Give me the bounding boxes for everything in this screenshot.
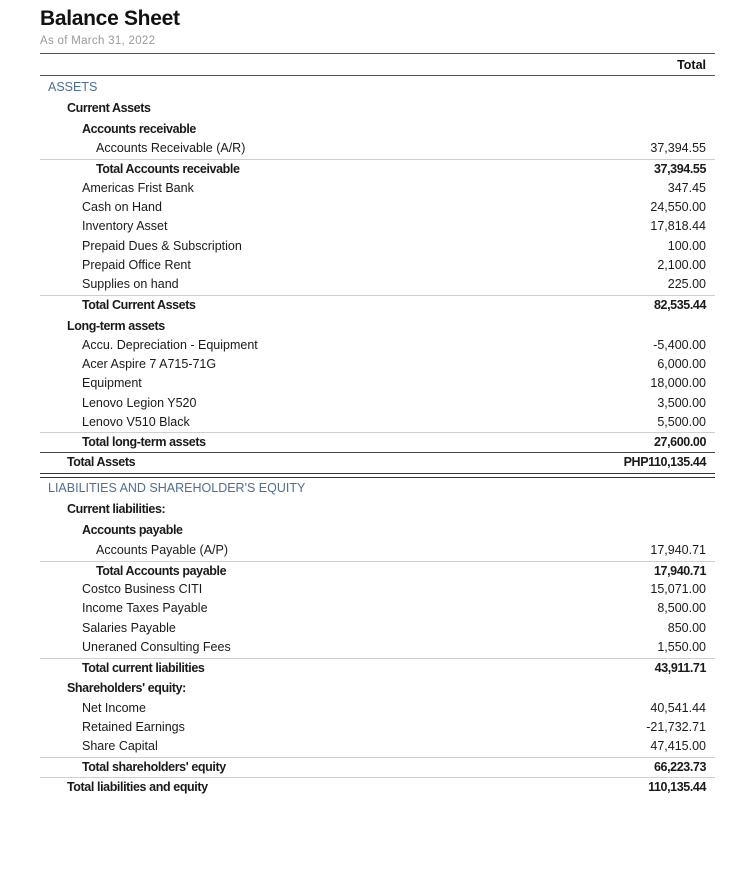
line-item xyxy=(40,541,715,560)
group-label: Accounts receivable xyxy=(82,122,196,136)
top-divider xyxy=(40,53,715,54)
total-amount: PHP110,135.44 xyxy=(623,455,706,469)
line-item xyxy=(40,198,715,217)
line-item xyxy=(40,374,715,393)
subtotal-amount: 17,940.71 xyxy=(653,564,706,578)
line-item xyxy=(40,638,715,657)
line-label: Inventory Asset xyxy=(82,219,168,233)
group-current-liabilities xyxy=(40,500,715,519)
line-amount: 3,500.00 xyxy=(657,396,706,410)
group-long-term-assets xyxy=(40,317,715,336)
total-label: Total liabilities and equity xyxy=(67,780,208,794)
subtotal-label: Total current liabilities xyxy=(82,661,205,675)
line-label: Prepaid Dues & Subscription xyxy=(82,239,242,253)
line-item xyxy=(40,394,715,413)
line-item xyxy=(40,619,715,638)
line-label: Accounts Payable (A/P) xyxy=(96,543,229,557)
subtotal-label: Total shareholders' equity xyxy=(82,760,226,774)
subtotal-label: Total Accounts payable xyxy=(96,564,227,578)
section-label: LIABILITIES AND SHAREHOLDER'S EQUITY xyxy=(48,481,306,495)
header-divider xyxy=(40,75,715,76)
group-shareholders-equity xyxy=(40,679,715,698)
line-item xyxy=(40,699,715,718)
line-amount: 6,000.00 xyxy=(657,357,706,371)
line-item xyxy=(40,718,715,737)
subtotal-current-liabilities xyxy=(40,658,715,678)
line-item xyxy=(40,599,715,618)
group-label: Accounts payable xyxy=(82,523,183,537)
line-label: Uneraned Consulting Fees xyxy=(82,640,231,654)
line-label: Supplies on hand xyxy=(82,277,179,291)
group-label: Shareholders' equity: xyxy=(67,681,186,695)
group-accounts-payable xyxy=(40,521,715,540)
group-current-assets xyxy=(40,99,715,118)
section-label: ASSETS xyxy=(48,80,98,94)
line-amount: 5,500.00 xyxy=(657,415,706,429)
line-label: Acer Aspire 7 A715-71G xyxy=(82,357,217,371)
line-amount: 17,940.71 xyxy=(650,543,706,557)
line-item xyxy=(40,256,715,275)
line-label: Lenovo Legion Y520 xyxy=(82,396,197,410)
line-amount: 15,071.00 xyxy=(650,582,706,596)
group-label: Long-term assets xyxy=(67,319,165,333)
line-amount: 1,550.00 xyxy=(657,640,706,654)
line-amount: 47,415.00 xyxy=(650,739,706,753)
line-amount: -5,400.00 xyxy=(653,338,706,352)
subtotal-amount: 43,911.71 xyxy=(654,661,706,675)
column-header-total: Total xyxy=(677,58,706,72)
line-item xyxy=(40,336,715,355)
line-amount: 40,541.44 xyxy=(650,701,706,715)
total-double-rule xyxy=(40,473,715,478)
line-label: Accu. Depreciation - Equipment xyxy=(82,338,258,352)
subtotal-accounts-receivable xyxy=(40,159,715,179)
subtotal-current-assets xyxy=(40,295,715,315)
line-item xyxy=(40,355,715,374)
line-amount: 8,500.00 xyxy=(657,601,706,615)
subtotal-long-term-assets xyxy=(40,432,715,452)
line-label: Accounts Receivable (A/R) xyxy=(96,141,246,155)
report-date: As of March 31, 2022 xyxy=(40,35,156,47)
subtotal-label: Total long-term assets xyxy=(82,435,206,449)
line-label: Costco Business CITI xyxy=(82,582,203,596)
subtotal-amount: 66,223.73 xyxy=(653,760,706,774)
group-accounts-receivable xyxy=(40,120,715,139)
group-label: Current Assets xyxy=(67,101,151,115)
total-assets xyxy=(40,452,715,472)
line-item xyxy=(40,275,715,294)
line-item xyxy=(40,580,715,599)
subtotal-label: Total Accounts receivable xyxy=(96,162,240,176)
line-amount: 100.00 xyxy=(667,239,706,253)
line-label: Prepaid Office Rent xyxy=(82,258,191,272)
report-title: Balance Sheet xyxy=(40,7,180,30)
line-label: Cash on Hand xyxy=(82,200,162,214)
line-item xyxy=(40,237,715,256)
subtotal-accounts-payable xyxy=(40,561,715,581)
line-amount: -21,732.71 xyxy=(646,720,706,734)
line-amount: 850.00 xyxy=(667,621,706,635)
line-label: Americas Frist Bank xyxy=(82,181,194,195)
subtotal-amount: 82,535.44 xyxy=(653,298,706,312)
line-item xyxy=(40,179,715,198)
line-label: Retained Earnings xyxy=(82,720,185,734)
section-liabilities-equity xyxy=(40,479,715,498)
line-label: Income Taxes Payable xyxy=(82,601,208,615)
total-amount: 110,135.44 xyxy=(648,780,706,794)
total-label: Total Assets xyxy=(67,455,136,469)
line-label: Lenovo V510 Black xyxy=(82,415,190,429)
subtotal-amount: 37,394.55 xyxy=(653,162,706,176)
line-amount: 17,818.44 xyxy=(650,219,706,233)
line-amount: 347.45 xyxy=(667,181,706,195)
subtotal-amount: 27,600.00 xyxy=(653,435,706,449)
line-label: Equipment xyxy=(82,376,142,390)
line-amount: 37,394.55 xyxy=(650,141,706,155)
line-amount: 18,000.00 xyxy=(650,376,706,390)
total-liabilities-equity xyxy=(40,777,715,797)
line-item xyxy=(40,217,715,236)
subtotal-label: Total Current Assets xyxy=(82,298,196,312)
line-label: Salaries Payable xyxy=(82,621,176,635)
subtotal-shareholders-equity xyxy=(40,757,715,777)
line-label: Share Capital xyxy=(82,739,158,753)
line-amount: 225.00 xyxy=(667,277,706,291)
line-item xyxy=(40,413,715,432)
line-item xyxy=(40,139,715,158)
section-assets xyxy=(40,78,715,97)
line-label: Net Income xyxy=(82,701,146,715)
line-item xyxy=(40,737,715,756)
line-amount: 2,100.00 xyxy=(657,258,706,272)
line-amount: 24,550.00 xyxy=(650,200,706,214)
group-label: Current liabilities: xyxy=(67,502,166,516)
